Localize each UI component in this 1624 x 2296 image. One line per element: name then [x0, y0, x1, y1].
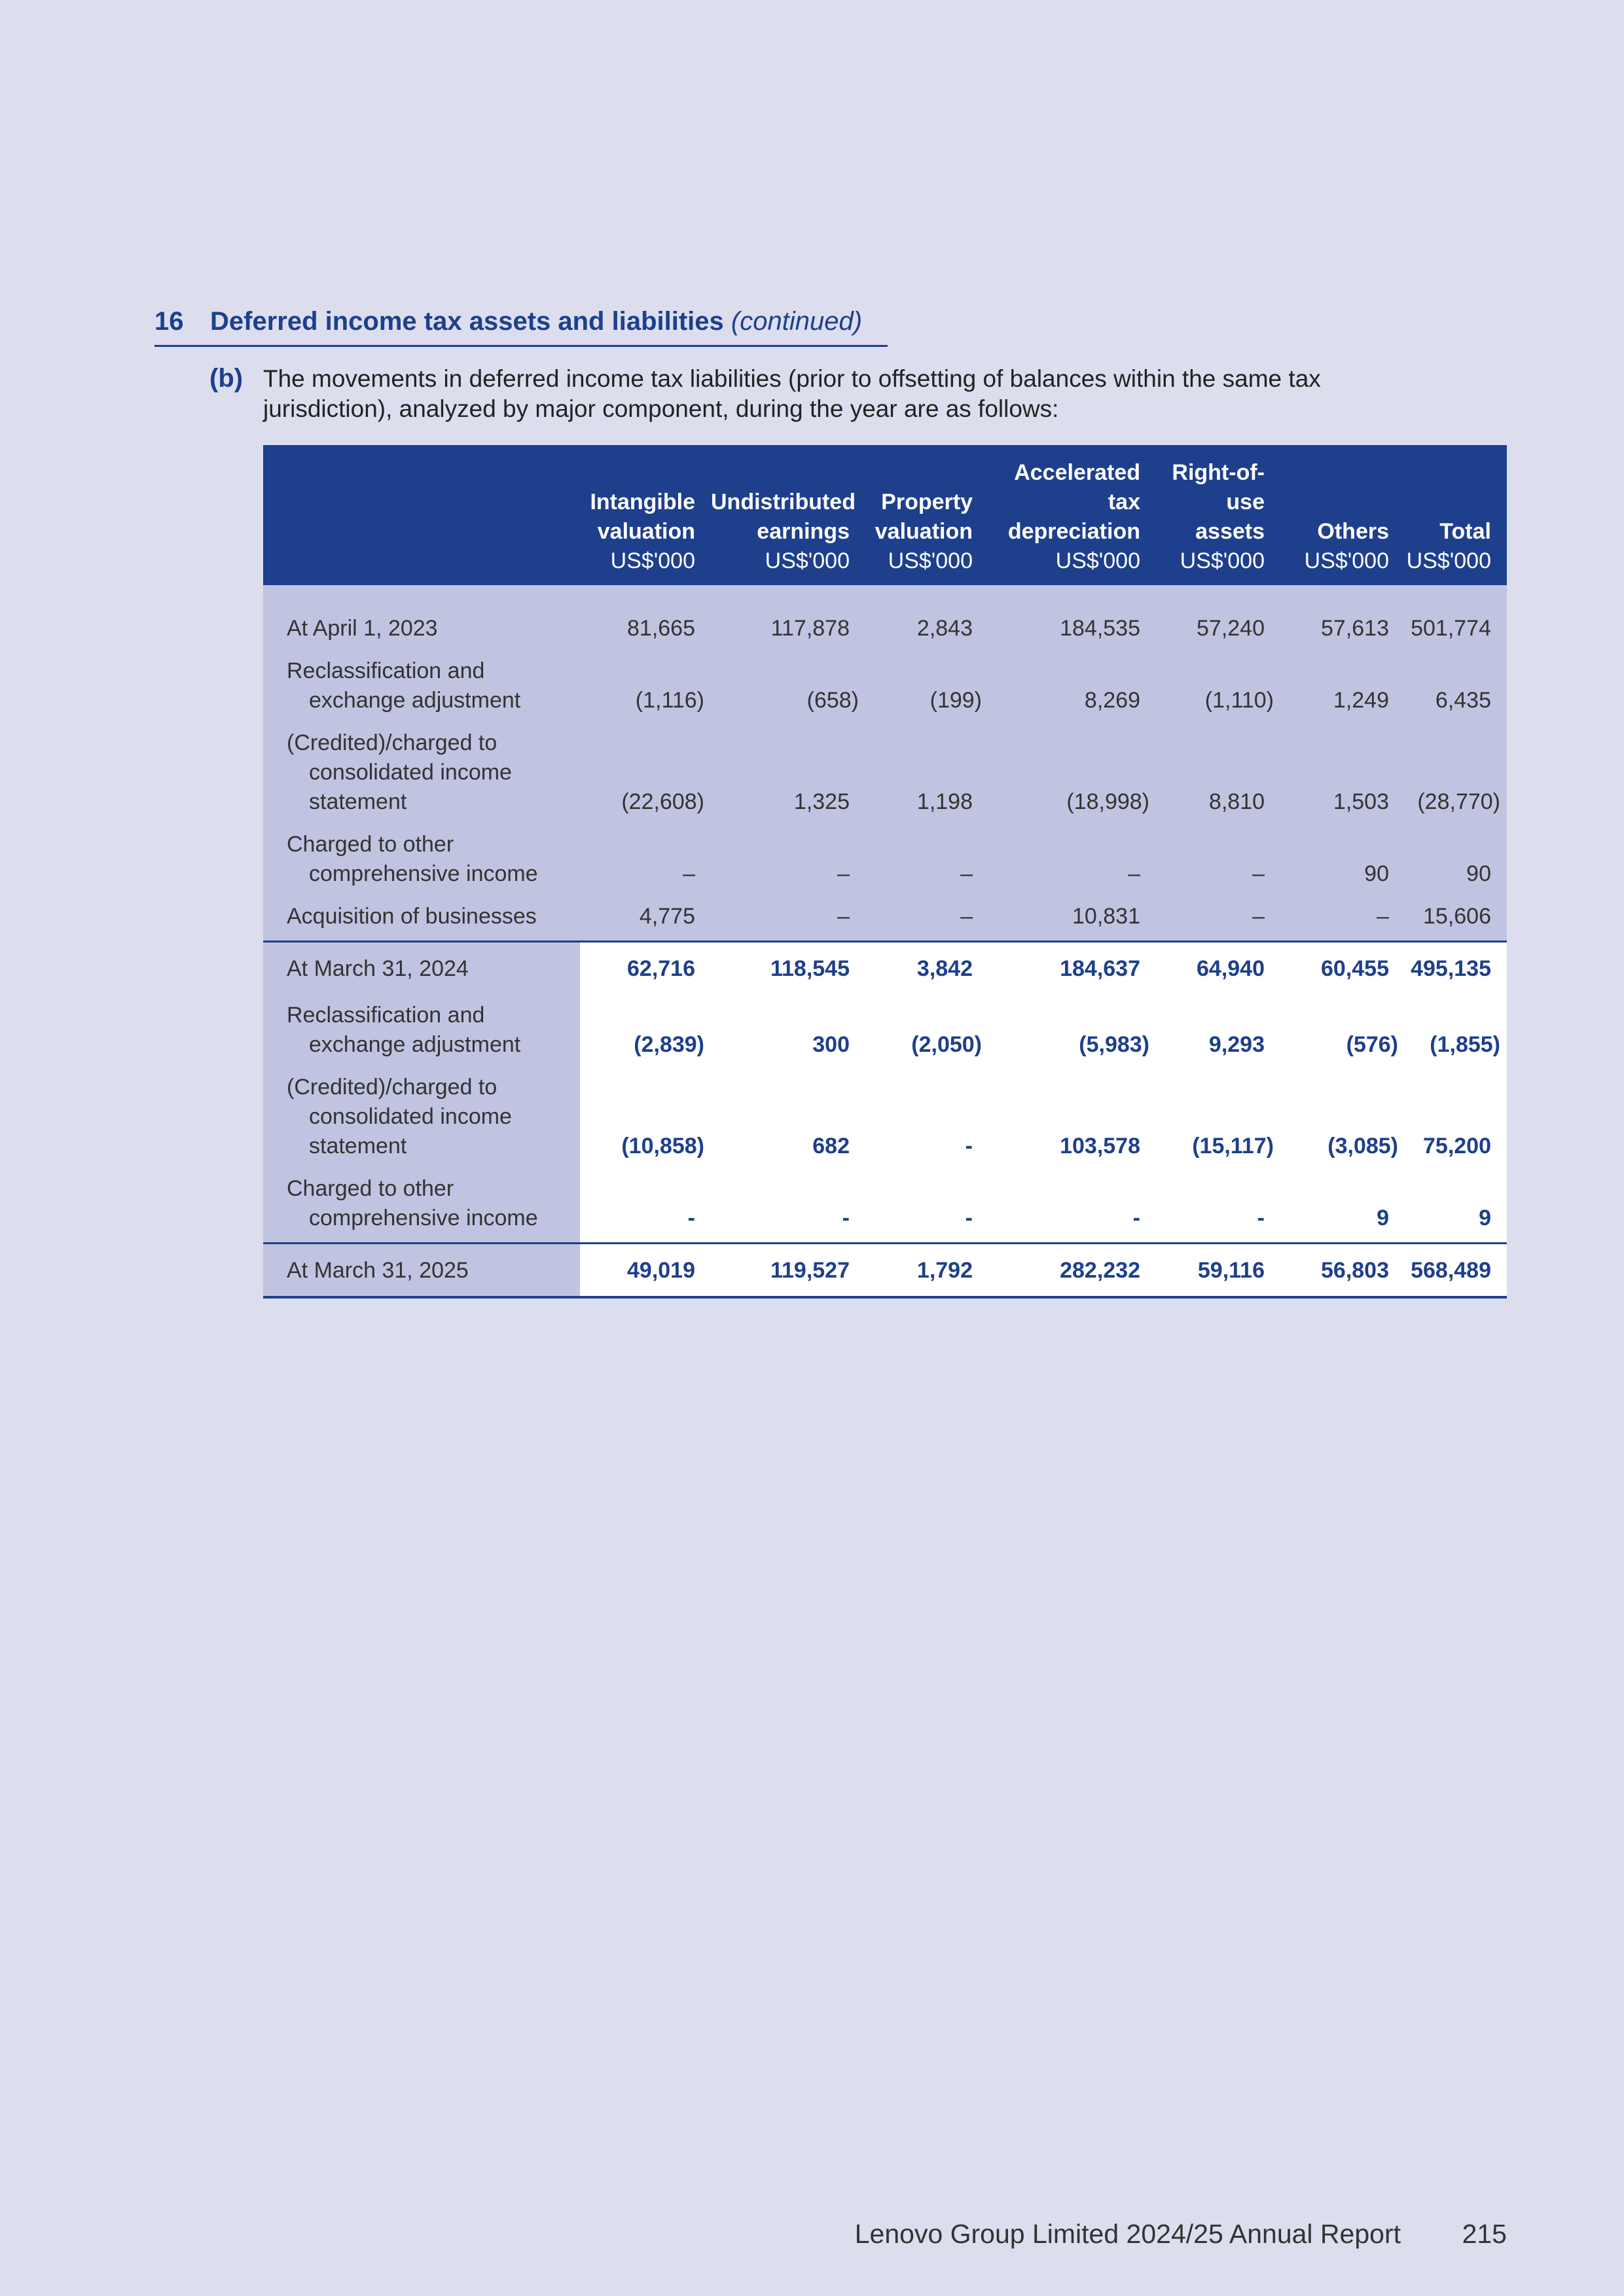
cell: 15,606 [1405, 893, 1507, 942]
page-number: 215 [1462, 2219, 1507, 2249]
column-header [988, 445, 1156, 585]
cell: 282,232 [988, 1244, 1156, 1298]
row-label-line: Reclassification and [287, 1003, 485, 1028]
row-label [263, 821, 580, 893]
cell-value: (22,608) [621, 789, 704, 814]
section-continued: (continued) [731, 307, 863, 336]
cell: 62,716 [580, 942, 711, 992]
cell: – [711, 893, 865, 942]
cell: 117,878 [711, 606, 865, 647]
column-unit: US$'000 [1180, 548, 1265, 573]
cell: 49,019 [580, 1244, 711, 1298]
cell [1280, 1064, 1405, 1165]
cell: 75,200 [1405, 1064, 1507, 1165]
cell: – [1156, 893, 1280, 942]
table-row [263, 1064, 1507, 1165]
row-label-line: At April 1, 2023 [287, 616, 438, 641]
cell: – [988, 821, 1156, 893]
row-label-line: (Credited)/charged to [287, 730, 497, 755]
cell [580, 1064, 711, 1165]
row-label-line: At March 31, 2025 [287, 1258, 469, 1283]
row-label [263, 893, 580, 942]
cell: – [1156, 821, 1280, 893]
column-header-line: Intangible [590, 490, 695, 514]
cell: 682 [711, 1064, 865, 1165]
cell: – [865, 821, 988, 893]
table-row [263, 942, 1507, 992]
row-label-line: Charged to other [287, 1176, 454, 1201]
row-label [263, 606, 580, 647]
cell [580, 647, 711, 719]
cell-value: (15,117) [1192, 1134, 1274, 1158]
cell [580, 719, 711, 821]
row-label [263, 1244, 580, 1298]
cell-value: (18,998) [1066, 789, 1149, 814]
cell [1156, 1064, 1280, 1165]
cell: 1,792 [865, 1244, 988, 1298]
paragraph-text: The movements in deferred income tax liabilities (prior to offsetting of balances within the same tax jurisdiction), analyzed by major component, during the year are as follows: [263, 365, 1321, 422]
cell: 57,240 [1156, 606, 1280, 647]
cell [1156, 647, 1280, 719]
section-heading [154, 303, 888, 347]
column-header [1280, 445, 1405, 585]
section-title: Deferred income tax assets and liabilities [210, 307, 724, 336]
cell: - [711, 1165, 865, 1244]
cell: – [1280, 893, 1405, 942]
deferred-tax-liabilities-table-wrap [263, 445, 1507, 1299]
table-row [263, 719, 1507, 821]
cell: 60,455 [1280, 942, 1405, 992]
row-label-line: (Credited)/charged to [287, 1075, 497, 1100]
cell: 119,527 [711, 1244, 865, 1298]
cell: 2,843 [865, 606, 988, 647]
row-label-line: exchange adjustment [309, 1032, 521, 1057]
row-label-line: consolidated income [309, 760, 512, 785]
cell: - [865, 1165, 988, 1244]
row-label [263, 647, 580, 719]
cell: 1,325 [711, 719, 865, 821]
cell: 184,535 [988, 606, 1156, 647]
cell: 4,775 [580, 893, 711, 942]
cell [1405, 719, 1507, 821]
column-header-line: Accelerated [1014, 460, 1140, 485]
cell-value: (28,770) [1417, 789, 1500, 814]
column-header-line: Total [1439, 519, 1491, 544]
column-header-line: earnings [757, 519, 850, 544]
cell: - [1156, 1165, 1280, 1244]
cell: – [711, 821, 865, 893]
column-unit: US$'000 [610, 548, 695, 573]
cell [1405, 992, 1507, 1064]
cell-value: (2,050) [911, 1032, 982, 1057]
column-header-line: tax [1108, 490, 1140, 514]
header-blank [263, 445, 580, 585]
column-header [865, 445, 988, 585]
cell: 1,198 [865, 719, 988, 821]
cell: 1,503 [1280, 719, 1405, 821]
cell-value: (1,855) [1430, 1032, 1500, 1057]
row-label-line: Charged to other [287, 832, 454, 857]
table-row [263, 606, 1507, 647]
table-row [263, 647, 1507, 719]
column-unit: US$'000 [1304, 548, 1389, 573]
table-row [263, 1165, 1507, 1244]
cell-value: (2,839) [634, 1032, 704, 1057]
cell: - [865, 1064, 988, 1165]
cell: 81,665 [580, 606, 711, 647]
table-header-row [263, 445, 1507, 585]
column-header-line: depreciation [1007, 519, 1140, 544]
column-header [711, 445, 865, 585]
deferred-tax-liabilities-table [263, 445, 1507, 1299]
cell: – [865, 893, 988, 942]
column-header-line: valuation [875, 519, 973, 544]
cell: 495,135 [1405, 942, 1507, 992]
cell: 6,435 [1405, 647, 1507, 719]
row-label-line: Acquisition of businesses [287, 904, 537, 929]
cell: 3,842 [865, 942, 988, 992]
cell-value: (3,085) [1327, 1134, 1398, 1158]
footer-report-title: Lenovo Group Limited 2024/25 Annual Report [854, 2219, 1401, 2249]
cell [711, 647, 865, 719]
row-label [263, 942, 580, 992]
column-unit: US$'000 [1406, 548, 1491, 573]
cell [1280, 992, 1405, 1064]
cell: 568,489 [1405, 1244, 1507, 1298]
table-row [263, 1244, 1507, 1298]
row-label [263, 1165, 580, 1244]
section-number: 16 [154, 307, 184, 336]
cell [865, 992, 988, 1064]
cell [988, 719, 1156, 821]
row-label-line: statement [309, 789, 407, 814]
row-label [263, 1064, 580, 1165]
cell: 8,810 [1156, 719, 1280, 821]
cell-value: (199) [929, 688, 982, 713]
column-header-line: Property [881, 490, 973, 514]
row-label-line: comprehensive income [309, 1206, 538, 1230]
cell: 1,249 [1280, 647, 1405, 719]
cell: 90 [1280, 821, 1405, 893]
cell: – [580, 821, 711, 893]
cell-value: (1,110) [1204, 688, 1274, 713]
cell: 9 [1405, 1165, 1507, 1244]
cell [988, 992, 1156, 1064]
cell: 56,803 [1280, 1244, 1405, 1298]
row-label-line: consolidated income [309, 1104, 512, 1129]
paragraph-label: (b) [209, 364, 244, 393]
column-header-line: valuation [597, 519, 695, 544]
row-label-line: statement [309, 1134, 407, 1158]
row-label [263, 719, 580, 821]
cell: - [988, 1165, 1156, 1244]
column-header-line: use assets [1195, 490, 1265, 544]
cell: 90 [1405, 821, 1507, 893]
table-spacer [263, 585, 1507, 606]
column-header [1405, 445, 1507, 585]
row-label-line: Reclassification and [287, 658, 485, 683]
table-row [263, 893, 1507, 942]
cell-value: (1,116) [635, 688, 704, 713]
column-unit: US$'000 [888, 548, 973, 573]
cell-value: (658) [806, 688, 859, 713]
cell [580, 992, 711, 1064]
cell-value: (10,858) [621, 1134, 704, 1158]
column-header-line: Others [1317, 519, 1389, 544]
column-header [580, 445, 711, 585]
cell-value: (5,983) [1079, 1032, 1149, 1057]
row-label [263, 992, 580, 1064]
cell: - [580, 1165, 711, 1244]
cell: 501,774 [1405, 606, 1507, 647]
cell-value: (576) [1346, 1032, 1398, 1057]
column-header [1156, 445, 1280, 585]
cell: 103,578 [988, 1064, 1156, 1165]
cell: 64,940 [1156, 942, 1280, 992]
row-label-line: At March 31, 2024 [287, 956, 469, 981]
cell: 118,545 [711, 942, 865, 992]
column-unit: US$'000 [765, 548, 850, 573]
table-row [263, 992, 1507, 1064]
cell: 8,269 [988, 647, 1156, 719]
column-header-line: Right-of- [1172, 460, 1265, 485]
cell: 57,613 [1280, 606, 1405, 647]
column-header-line: Undistributed [711, 490, 856, 514]
row-label-line: exchange adjustment [309, 688, 521, 713]
cell: 9,293 [1156, 992, 1280, 1064]
table-row [263, 821, 1507, 893]
cell: 184,637 [988, 942, 1156, 992]
row-label-line: comprehensive income [309, 861, 538, 886]
cell: 9 [1280, 1165, 1405, 1244]
cell: 59,116 [1156, 1244, 1280, 1298]
section-title-wrap [210, 307, 862, 336]
cell: 10,831 [988, 893, 1156, 942]
cell: 300 [711, 992, 865, 1064]
column-unit: US$'000 [1055, 548, 1140, 573]
cell [865, 647, 988, 719]
